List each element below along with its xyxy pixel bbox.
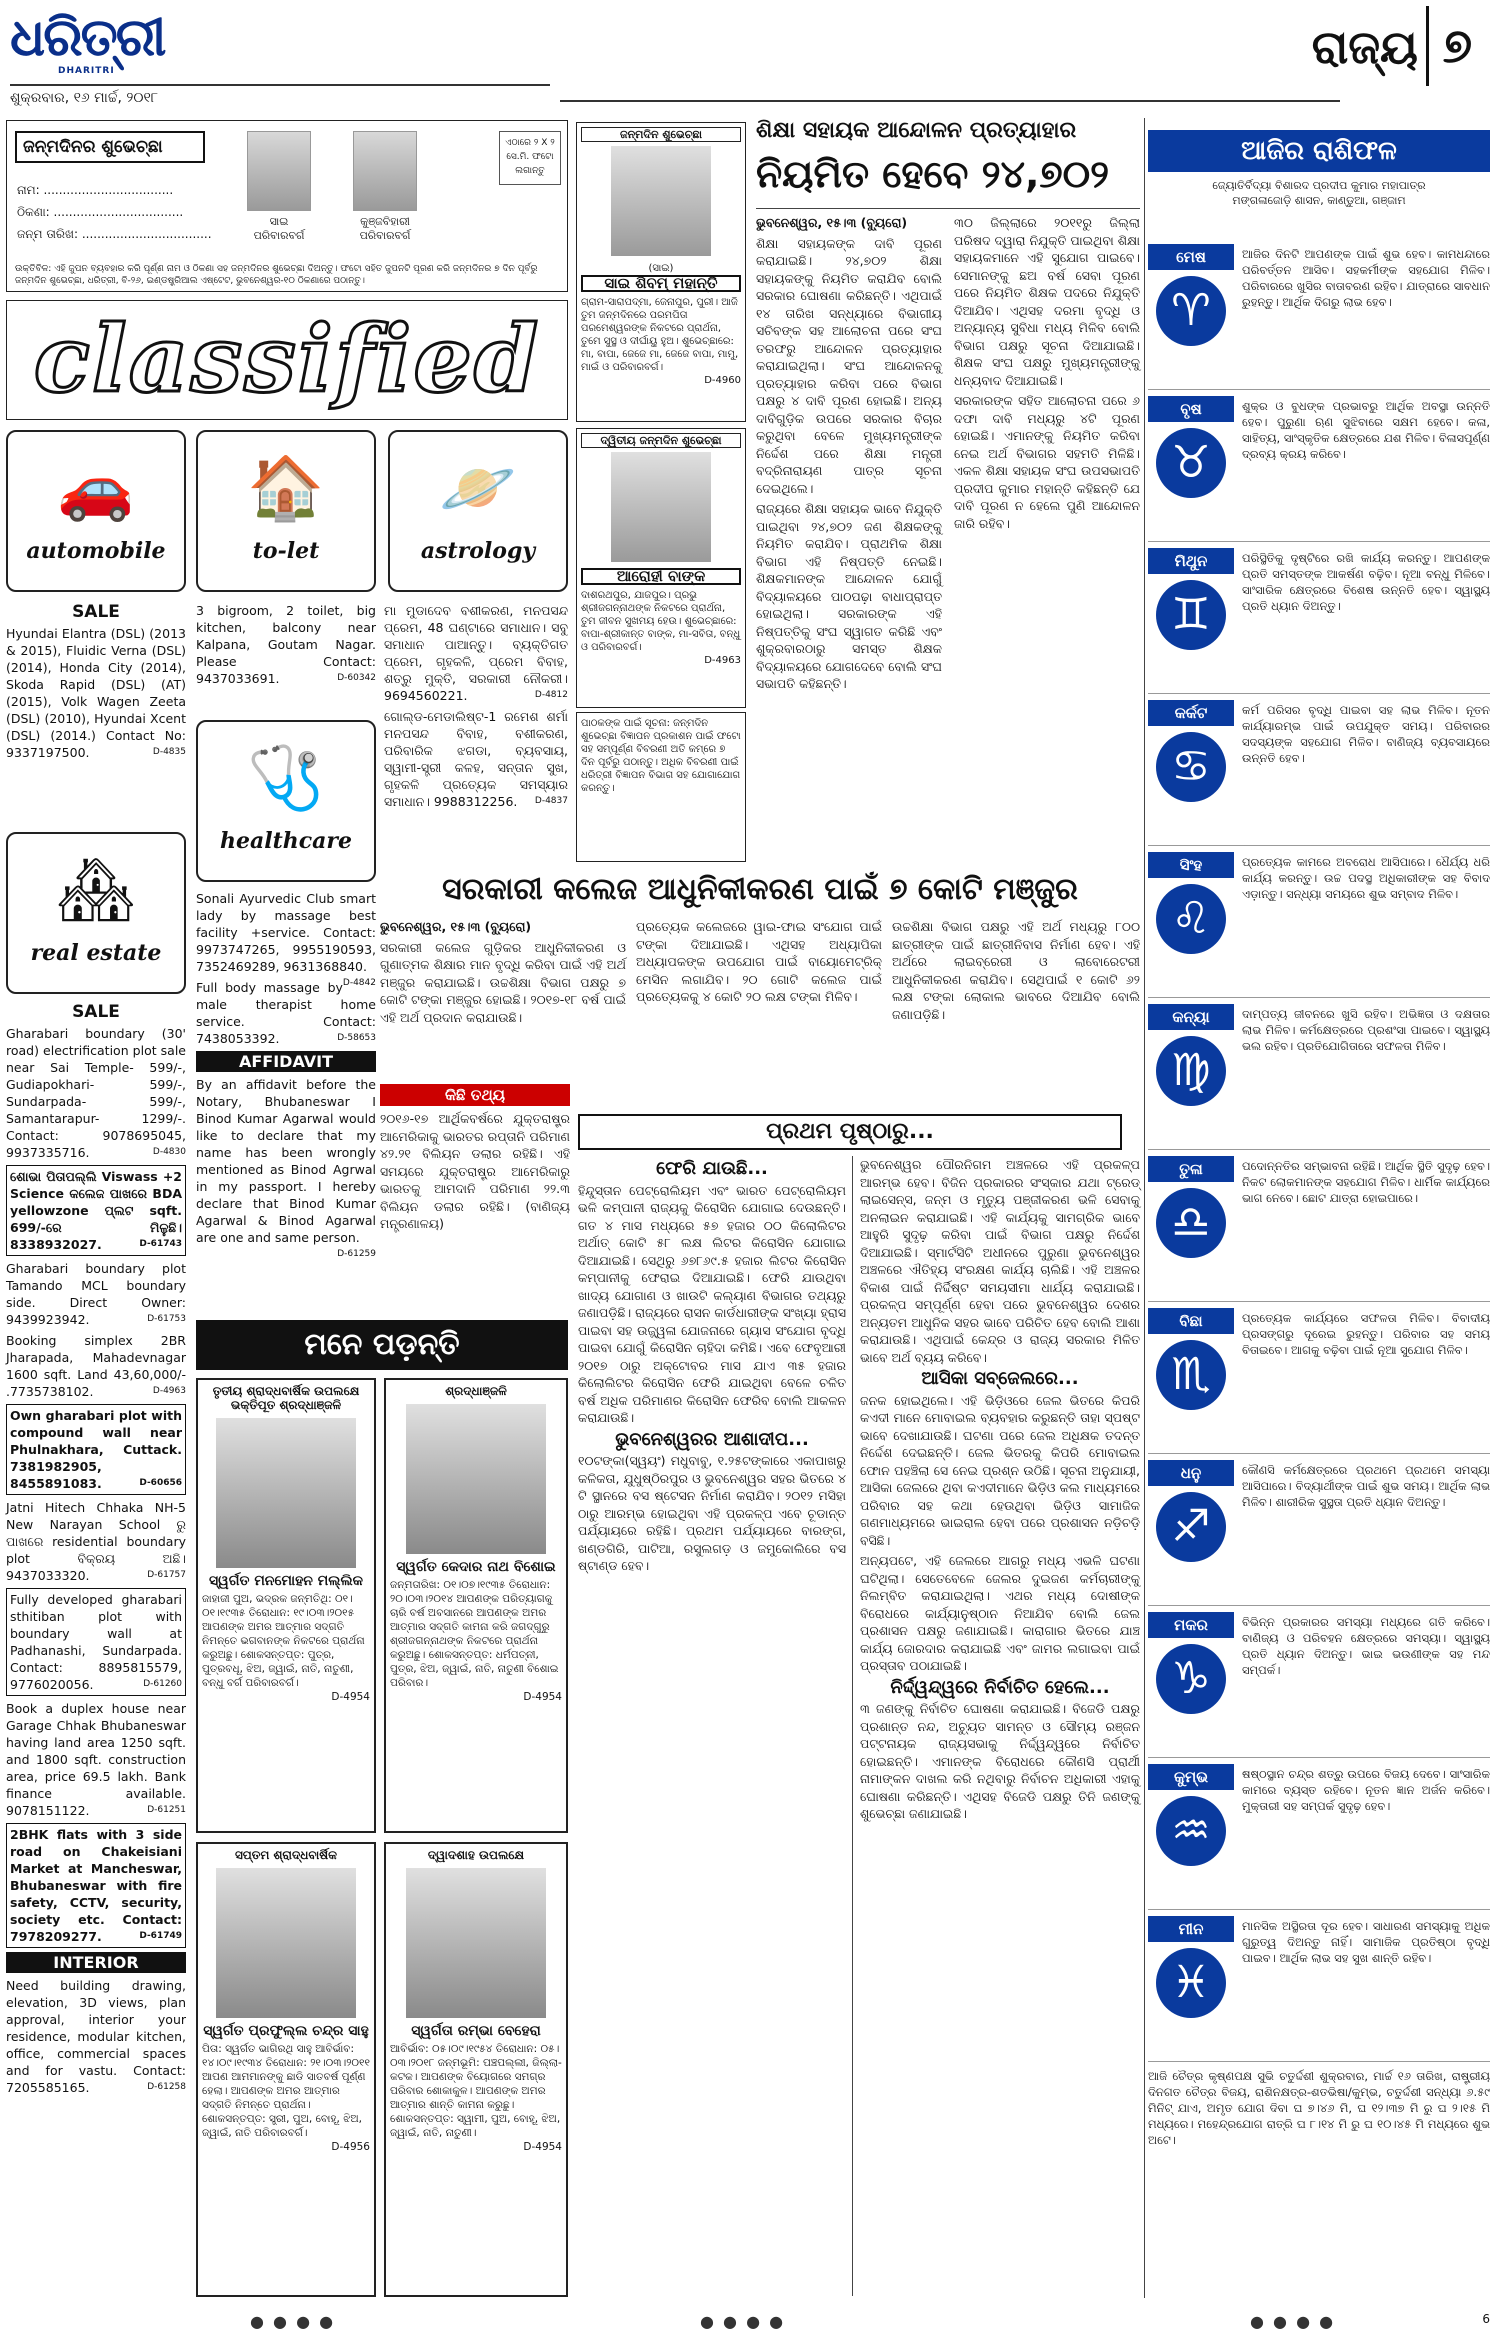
- ads-column-1: [6, 602, 186, 765]
- column-rule: [852, 1156, 853, 2296]
- car-icon: 🚗: [57, 451, 135, 524]
- elder-photo: [353, 131, 417, 211]
- child-photo: [247, 131, 311, 211]
- obituary-photo: [406, 1868, 546, 2018]
- obituary-card: [196, 1378, 376, 1833]
- rashiphala-astrologer: ଜ୍ୟୋତିର୍ବିଦ୍ୟା ବିଶାରଦ ପ୍ରଦୀପ କୁମାର ମହାପାତ୍ର ମଙ୍ଗଳାଜୋଡ଼ି ଶାସନ, କାଣ୍ଡୁଆ, ଗଞ୍ଜାମ: [1212, 179, 1426, 207]
- obituary-name: ସ୍ୱର୍ଗତ କେଦାର ନାଥ ବିଶୋଇ: [396, 1559, 556, 1575]
- ad-astrology: ଗୋଲ୍ଡ-ମେଡାଲିଷ୍ଟ-1 ରମେଶ ଶର୍ମା ମନପସନ୍ଦ ବିବାହ, ବଶୀକରଣ, ପରିବାରିକ ଝଗଡା, ବ୍ୟବସାୟ, ସ୍ୱାମୀ-ସ୍ତ୍ରୀ କଳହ, ସନ୍ତାନ ସୁଖ, ଗୃହକଳି ପ୍ରତ୍ୟେକ ସମସ୍ୟାର ସମାଧାନ। 9988312256. D-4837: [384, 709, 568, 809]
- masthead-rule: [560, 100, 1340, 102]
- ad-code: D-4954: [523, 1691, 562, 1703]
- obituary-card: [384, 1378, 568, 1833]
- zodiac-forecast: କର୍ମ ପରିସର ବୃଦ୍ଧି ପାଇବା ସହ ଲାଭ ମିଳିବ। ନୂତନ କାର୍ଯ୍ୟାରମ୍ଭ ପାଇଁ ଉପଯୁକ୍ତ ସମୟ। ପରିବାରର ସଦସ୍ୟଙ୍କ ସହଯୋଗ ମିଳିବ। ବାଣିଜ୍ୟ ବ୍ୟବସାୟରେ ଉନ୍ନତି ହେବ।: [1242, 703, 1490, 765]
- registration-marks: ● ● ● ●: [700, 2312, 786, 2331]
- zodiac-sign: [1148, 848, 1490, 998]
- reader-notice: [576, 712, 746, 862]
- ad-health: Sonali Ayurvedic Club smart lady by massage best facility +service. Contact: 9973747265, 9955190593, 7352469289, 9631368840. D-4842: [196, 891, 376, 988]
- category-label: astrology: [420, 538, 536, 564]
- birthday-text: ଗ୍ରାମ-ସାରାପଦ୍ମା, ଜେନାପୁର, ପୁରୀ। ଆଜି ତୁମ ଜନ୍ମଦିନରେ ପରମପିତା ପରମେଶ୍ୱରଙ୍କ ନିକଟରେ ପ୍ରାର୍ଥନା, ତୁମେ ସୁସ୍ଥ ଓ ଦୀର୍ଘାୟୁ ହୁଅ। ଶୁଭେଚ୍ଛାରେ: ମା, ବାପା, ଜେଜେ ମା, ଜେଜେ ବାପା, ମାମୁ, ମାଇଁ ଓ ପରିବାରବର୍ଗ।: [581, 297, 739, 373]
- ad-realestate: Book a duplex house near Garage Chhak Bhubaneswar having land area 1250 sqft. and 1800 sqft. construction area, price 69.5 lakh. Bank finance available. 9078151122. D-61251: [6, 1701, 186, 1818]
- zodiac-forecast: ପରିସ୍ଥିତିକୁ ଦୃଷ୍ଟିରେ ରଖି କାର୍ଯ୍ୟ କରନ୍ତୁ। ଆପଣଙ୍କ ପ୍ରତି ସମସ୍ତଙ୍କ ଆକର୍ଷଣ ବଢ଼ିବ। ନୂଆ ବନ୍ଧୁ ମିଳିବେ। ସାଂସାରିକ କ୍ଷେତ୍ରରେ ବିଶେଷ ଉନ୍ନତି ହେବ। ସ୍ୱାସ୍ଥ୍ୟ ପ୍ରତି ଧ୍ୟାନ ଦିଅନ୍ତୁ।: [1242, 551, 1490, 613]
- kichhi-tathya-box: [380, 1084, 570, 1233]
- story-title: ଫେରି ଯାଉଛି...: [656, 1158, 768, 1179]
- zodiac-symbol-icon: ♌: [1156, 884, 1226, 954]
- zodiac-forecast: କୌଣସି କର୍ମକ୍ଷେତ୍ରରେ ପ୍ରଥମେ ପ୍ରଥମେ ସମସ୍ୟା ଆସିପାରେ। ବିଦ୍ୟାର୍ଥୀଙ୍କ ପାଇଁ ଶୁଭ ସମୟ। ଆର୍ଥିକ ଲାଭ ମିଳିବ। ଶାରୀରିକ ସୁସ୍ଥତା ପ୍ରତି ଧ୍ୟାନ ଦିଅନ୍ତୁ।: [1242, 1463, 1490, 1509]
- mane-padanti-heading: ମନେ ପଡ଼ନ୍ତି: [196, 1320, 568, 1370]
- story-para: ୧୦ଟଙ୍କା(ସ୍ୱୟଂ) ମଧୁବାବୁ, ୧.୨୫ଟଙ୍କାରେ ଏକାପାଖରୁ କଳିକତା, ଯୁଧୁଷ୍ଠିରପୁର ଓ ଭୁବନେଶ୍ୱର ସହର ଭିତରେ ୪ ଟି ସ୍ଥାନରେ ବସ ଷ୍ଟେସନ ନିର୍ମାଣ କରାଯିବ। ୨୦୧୨ ମସିହା ଠାରୁ ଆରମ୍ଭ ହୋଇଥିବା ଏହି ପ୍ରକଳ୍ପ ଏବେ ଚୂଡାନ୍ତ ପର୍ଯ୍ୟାୟରେ ରହିଛି। ପ୍ରଥମ ପର୍ଯ୍ୟାୟରେ ବାରଙ୍ଗ, ଖଣ୍ଡଗିରି, ପାଟିଆ, ରସୁଲଗଡ଼ ଓ ଜମୁକୋଲିରେ ବସ ଷ୍ଟାଣ୍ଡ ହେବ।: [578, 1453, 846, 1573]
- ad-health: Full body massage by male therapist home service. Contact: 7438053392. D-58653: [196, 980, 376, 1046]
- registration-marks: ● ● ● ●: [250, 2312, 336, 2331]
- ads-column-2: [196, 602, 376, 691]
- story1-dateline: ଭୁବନେଶ୍ୱର, ୧୫।୩ (ବ୍ୟୁରୋ): [756, 215, 908, 230]
- issue-date: ଶୁକ୍ରବାର, ୧୬ ମାର୍ଚ୍ଚ, ୨୦୧୮: [10, 84, 550, 106]
- footer-page-number: 6: [1482, 2312, 1490, 2326]
- newspaper-logo: [10, 8, 240, 74]
- category-automobile: [6, 430, 186, 592]
- obituary-title: ଶ୍ରଦ୍ଧାଞ୍ଜଳି: [445, 1384, 507, 1398]
- story2-col3: [892, 918, 1140, 1026]
- obituary-card: [384, 1842, 568, 2297]
- registration-marks: ● ● ● ●: [1250, 2312, 1336, 2331]
- wish-form-heading: ଜନ୍ମଦିନର ଶୁଭେଚ୍ଛା: [15, 131, 205, 163]
- birthday-title: ଦ୍ୱିତୀୟ ଜନ୍ମଦିନ ଶୁଭେଚ୍ଛା: [581, 433, 741, 448]
- ad-code: D-4963: [704, 655, 741, 666]
- zodiac-forecast: ପଦୋନ୍ନତିର ସମ୍ଭାବନା ରହିଛି। ଆର୍ଥିକ ସ୍ଥିତି ସୁଦୃଢ଼ ହେବ। ନିକଟ ଲୋକମାନଙ୍କ ସହଯୋଗ ମିଳିବ। ଧାର୍ମିକ କାର୍ଯ୍ୟରେ ଭାଗ ନେବେ। ଛୋଟ ଯାତ୍ରା ହୋଇପାରେ।: [1242, 1159, 1490, 1205]
- ad-realestate: Fully developed gharabari sthitiban plot with boundary wall at Padhanashi, Sundarpada. Contact: 8895815579, 9776020056. D-61260: [6, 1588, 186, 1696]
- ad-interior: Need building drawing, elevation, 3D views, plan approval, interior your residence, modular kitchen, office, commercial spaces and for vastu. Contact: 7205585165. D-61258: [6, 1978, 186, 2095]
- zodiac-forecast: ଷଷ୍ଠସ୍ଥାନ ଚନ୍ଦ୍ର ଶତ୍ରୁ ଉପରେ ବିଜୟ ଦେବେ। ସାଂସାରିକ କାମରେ ବ୍ୟସ୍ତ ରହିବେ। ନୂତନ ଜ୍ଞାନ ଅର୍ଜନ କରିବେ। ମୁକ୍ତାରୀ ସହ ସମ୍ପର୍କ ସୁଦୃଢ଼ ହେବ।: [1242, 1767, 1490, 1813]
- zodiac-sign: [1148, 1152, 1490, 1302]
- zodiac-forecast: ପ୍ରତ୍ୟେକ କାମରେ ଅବରୋଧ ଆସିପାରେ। ଧୈର୍ଯ୍ୟ ଧରି କାର୍ଯ୍ୟ କରନ୍ତୁ। ଉଚ୍ଚ ପଦସ୍ଥ ଅଧିକାରୀଙ୍କ ସହ ବିବାଦ ଏଡ଼ାନ୍ତୁ। ସନ୍ଧ୍ୟା ସମୟରେ ଶୁଭ ସମ୍ବାଦ ମିଳିବ।: [1242, 855, 1490, 901]
- zodiac-forecast: ବିଭିନ୍ନ ପ୍ରକାରର ସମସ୍ୟା ମଧ୍ୟରେ ଗତି କରିବେ। ବାଣିଜ୍ୟ ଓ ପରିବହନ କ୍ଷେତ୍ରରେ ସମସ୍ୟା। ସ୍ୱାସ୍ଥ୍ୟ ପ୍ରତି ଧ୍ୟାନ ଦିଅନ୍ତୁ। ଭାଇ ଭଉଣୀଙ୍କ ସହ ମନ୍ଦ ସମ୍ପର୍କ।: [1242, 1615, 1490, 1677]
- zodiac-symbol-icon: ♉: [1156, 428, 1226, 498]
- address-field: ଠିକଣା: ..................................: [17, 205, 184, 219]
- obituary-name: ସ୍ୱର୍ଗତା ରମ୍ଭା ବେହେରା: [411, 2023, 541, 2039]
- ad-code: D-4956: [331, 2141, 370, 2153]
- obituary-name: ସ୍ୱର୍ଗତ ପ୍ରଫୁଲ୍ଲ ଚନ୍ଦ୍ର ସାହୁ: [203, 2023, 369, 2039]
- zodiac-symbol-icon: ♏: [1156, 1340, 1226, 1410]
- classified-banner: [6, 300, 568, 420]
- ad-realestate: Gharabari boundary (30' road) electrification plot sale near Sai Temple- 599/-, Gudiapokhari- 599/-, Sundarpada- 599/-, Samantarapur- 1299/-. Contact: 9078695045, 9937335716. D-4830: [6, 1026, 186, 1160]
- stethoscope-icon: 🩺: [247, 741, 325, 814]
- zodiac-forecast: ଦାମ୍ପତ୍ୟ ଜୀବନରେ ଖୁସି ରହିବ। ଅଭିଜ୍ଞତା ଓ ଦକ୍ଷତାର ଲାଭ ମିଳିବ। କର୍ମକ୍ଷେତ୍ରରେ ପ୍ରଶଂସା ପାଇବେ। ସ୍ୱାସ୍ଥ୍ୟ ଭଲ ରହିବ। ପ୍ରତିଯୋଗିତାରେ ସଫଳତା ମିଳିବ।: [1242, 1007, 1490, 1053]
- zodiac-name: ସିଂହ: [1148, 852, 1234, 878]
- zodiac-sign: [1148, 1456, 1490, 1606]
- zodiac-symbol-icon: ♈: [1156, 276, 1226, 346]
- obituary-title: ସପ୍ତମ ଶ୍ରାଦ୍ଧବାର୍ଷିକ: [234, 1848, 337, 1862]
- wish-form-note: ଉକ୍ତିବିଳ: ଏହି ଜୁପନ ବ୍ୟବହାର କରି ପୂର୍ଣ୍ଣ ନାମ ଓ ଠିକଣା ସହ ଜନ୍ମଦିନର ଶୁଭେଚ୍ଛା ଦିଅନ୍ତୁ। ଫଟୋ ସହିତ ଜୁପନଟି ପୂରଣ କରି ଜନ୍ମଦିନର ୭ ଦିନ ପୂର୍ବରୁ ଜନ୍ମଦିନ ଶୁଭେଚ୍ଛା, ଧରିତ୍ରୀ, ବି-୨୬, ଇଣ୍ଡଷ୍ଟ୍ରିଆଲ ଏଷ୍ଟେଟ, ଭୁବନେଶ୍ୱର-୧୦ ଠିକଣାରେ ପଠାନ୍ତୁ।: [15, 264, 538, 286]
- story2-col2: [636, 918, 882, 1009]
- ad-realestate: Gharabari boundary plot Tamando MCL boundary side. Direct Owner: 9439923942. D-61753: [6, 1261, 186, 1327]
- obituary-photo: [216, 1418, 356, 1568]
- ads-column-3: [384, 602, 568, 814]
- zodiac-name: ତୁଳା: [1148, 1156, 1234, 1182]
- zodiac-symbol-icon: ♑: [1156, 1644, 1226, 1714]
- obituary-text: ଆବିର୍ଭାବ: ୦୫।୦୯।୧୯୫୪ ତିରୋଧାନ: ୦୫।୦୩।୨୦୧୮ ଜନ୍ମଭୂମି: ପଞ୍ଚପଲ୍ଲୀ, ଜିଲ୍ଲା-କଟକ। ଆପଣଙ୍କ ବିୟୋଗରେ ସମଗ୍ର ପରିବାର ଶୋକାକୁଳ। ଆପଣଙ୍କ ଅମର ଆତ୍ମାର ଶାନ୍ତି କାମନା କରୁଛୁ। ଶୋକସନ୍ତପ୍ତ: ସ୍ୱାମୀ, ପୁଅ, ବୋହୂ, ଝିଅ, ଜ୍ୱାଇଁ, ନାତି, ନାତୁଣୀ।: [390, 2043, 562, 2139]
- story1-para: ଶିକ୍ଷା ସହାୟକଙ୍କ ଦାବି ପୂରଣ କରାଯାଇଛି। ୨୪,୭୦୨ ଶିକ୍ଷା ସହାୟକଙ୍କୁ ନିୟମିତ କରାଯିବ ବୋଲି ସରକାର ଘୋଷଣା କରିଛନ୍ତି। ଏଥିପାଇଁ ୧୪ ତାରିଖ ସନ୍ଧ୍ୟାରେ ବିଭାଗୀୟ ସଚିବଙ୍କ ସହ ଆଲୋଚନା ପରେ ସଂଘ ତରଫରୁ ଆନ୍ଦୋଳନ ପ୍ରତ୍ୟାହାର କରାଯାଇଥିଲା। ସଂଘ ଆନ୍ଦୋଳନକୁ ପ୍ରତ୍ୟାହାର କରିବା ପରେ ବିଭାଗ ପକ୍ଷରୁ ୪ ଦାବି ପୂରଣ ହୋଇଛି। ଅନ୍ୟ ଦାବିଗୁଡ଼ିକ ଉପରେ ସରକାର ବିଚାର କରୁଥିବା ବେଳେ ମୁଖ୍ୟମନ୍ତ୍ରୀଙ୍କ ନିର୍ଦ୍ଦେଶ ପରେ ଶିକ୍ଷା ମନ୍ତ୍ରୀ ବଦ୍ରିନାରାୟଣ ପାତ୍ର ସୂଚନା ଦେଇଥିଲେ।: [756, 235, 942, 496]
- zodiac-symbol-icon: ♒: [1156, 1796, 1226, 1866]
- page-number: ୭: [1426, 6, 1486, 86]
- birthday-nickname: (ସାଇ): [648, 263, 674, 274]
- zodiac-forecast: ଶୁକ୍ର ଓ ବୁଧଙ୍କ ପ୍ରଭାବରୁ ଆର୍ଥିକ ଅବସ୍ଥା ଉନ୍ନତି ହେବ। ପୁରୁଣା ଋଣ ସୁଝିବାରେ ସକ୍ଷମ ହେବେ। କଳା, ସାହିତ୍ୟ, ସାଂସ୍କୃତିକ କ୍ଷେତ୍ରରେ ଯଶ ମିଳିବ। ବିଳାସପୂର୍ଣ୍ଣ ଦ୍ରବ୍ୟ କ୍ରୟ କରିବେ।: [1242, 399, 1490, 461]
- name-field: ନାମ: ..................................: [17, 183, 174, 197]
- zodiac-symbol-icon: ♐: [1156, 1492, 1226, 1562]
- zodiac-sign: [1148, 1608, 1490, 1758]
- story2-headline: ସରକାରୀ କଲେଜ ଆଧୁନିକୀକରଣ ପାଇଁ ୭ କୋଟି ମଞ୍ଜୁର: [442, 872, 1078, 907]
- ad-realestate: Jatni Hitech Chhaka NH-5 New Narayan School ରୁ ପାଖରେ residential boundary plot ବିକ୍ରୟ ଅଛି। 9437033320. D-61757: [6, 1500, 186, 1583]
- story-title: ଆସିକା ସବ୍‌ଜେଲରେ...: [921, 1368, 1079, 1389]
- category-label: real estate: [30, 940, 162, 966]
- category-label: to-let: [252, 538, 320, 564]
- front-page-col1: [578, 1156, 846, 1578]
- ad-code: D-4960: [704, 375, 741, 386]
- section-name: ରାଜ୍ୟ: [1311, 20, 1418, 74]
- planet-icon: 🪐: [439, 451, 517, 524]
- obituary-photo: [216, 1868, 356, 2018]
- ad-realestate: ଶୋଭା ପିତାପଲ୍ଲି Viswass +2 Science କଲେଜ ପାଖରେ BDA yellowzone ପ୍ଲଟ sqft. 699/-ରେ ମିଳୁଛି। 8338932027. D-61743: [6, 1165, 186, 1256]
- obituary-title: ତୃତୀୟ ଶ୍ରାଦ୍ଧବାର୍ଷିକ ଉପଲକ୍ଷେ ଭକ୍ତିପୂତ ଶ୍ରଦ୍ଧାଞ୍ଜଳି: [212, 1384, 360, 1412]
- birthday-ad: [576, 428, 746, 708]
- story1-col1: [756, 214, 942, 696]
- birthday-photo: [611, 452, 711, 562]
- obituary-text: ଜାହାଜୀ ପୁଅ, ଭଦ୍ରକ ଜନ୍ମତିଥି: ୦୧।୦୧।୧୯୩୫ ତିରୋଧାନ: ୧୯।୦୩।୨୦୧୫ ଆପଣଙ୍କ ଅମର ଆତ୍ମାର ସଦ୍‌ଗତି ନିମନ୍ତେ ଭଗବାନଙ୍କ ନିକଟରେ ପ୍ରାର୍ଥନା କରୁଅଛୁ। ଶୋକସନ୍ତପ୍ତ: ପୁତ୍ର, ପୁତ୍ରବଧୂ, ଝିଅ, ଜ୍ୱାଇଁ, ନାତି, ନାତୁଣୀ, ବନ୍ଧୁ ବର୍ଗ ପରିବାରବର୍ଗ।: [202, 1593, 365, 1689]
- ads-column-1b: [6, 1002, 186, 2100]
- category-label: healthcare: [220, 828, 352, 854]
- rashiphala-heading: ଆଜିର ରାଶିଫଳ: [1148, 130, 1490, 172]
- ad-realestate: Booking simplex 2BR Jharapada, Mahadevnagar 1600 sqft. Land 43,60,000/- .7735738102. D-4963: [6, 1333, 186, 1399]
- logo-subtext: DHARITRI: [58, 66, 115, 76]
- story1-para: ସରକାରଙ୍କ ସହିତ ଆଲୋଚନା ପରେ ୬ ଦଫା ଦାବି ମଧ୍ୟରୁ ୪ଟି ପୂରଣ ହୋଇଛି। ଏମାନଙ୍କୁ ନିୟମିତ କରିବା ନେଇ ଅର୍ଥ ବିଭାଗର ସହମତି ମିଳିଛି। ଏକଳ ଶିକ୍ଷା ସହାୟକ ସଂଘ ଉପସଭାପତି ପ୍ରଦୀପ କୁମାର ମହାନ୍ତି କହିଛନ୍ତି ଯେ ଦାବି ପୂରଣ ନ ହେଲେ ପୁଣି ଆନ୍ଦୋଳନ ଜାରି ରହିବ।: [954, 393, 1140, 531]
- logo-text: ଧରିତ୍ରୀ: [10, 8, 165, 68]
- ad-affidavit: By an affidavit before the Notary, Bhubaneswar I Binod Kumar Agarwal would like to declare that my name has been wrongly mentioned as Binod Agrwal in my passport. I hereby declare that Binod Kumar Agarwal & Binod Agarwal are one and same person. D-61259: [196, 1077, 376, 1259]
- obituary-name: ସ୍ୱର୍ଗତ ମନମୋହନ ମଲ୍ଲିକ: [209, 1573, 363, 1589]
- story-para: ଅନ୍ୟପଟେ, ଏହି ଜେଲରେ ଆଗରୁ ମଧ୍ୟ ଏଭଳି ଘଟଣା ଘଟିଥିଲା। ସେତେବେଳେ ଜେଲର ଦୁଇଜଣ କର୍ମଚାରୀଙ୍କୁ ନିଲମ୍ବିତ କରାଯାଇଥିଲା। ଏଥର ମଧ୍ୟ ଦୋଷୀଙ୍କ ବିରୋଧରେ କାର୍ଯ୍ୟାନୁଷ୍ଠାନ ନିଆଯିବ ବୋଲି ଜେଲ ପ୍ରଶାସନ ପକ୍ଷରୁ ଜଣାଯାଇଛି। କାରାଗାର ଭିତରେ ଯାଞ୍ଚ କାର୍ଯ୍ୟ ଜୋରଦାର କରାଯାଇଛି ଏବଂ ଜାମର ଲଗାଇବା ପାଇଁ ପ୍ରସ୍ତାବ ପଠାଯାଇଛି।: [860, 1553, 1140, 1673]
- category-label: automobile: [26, 538, 166, 564]
- story2-para: ଉଚ୍ଚଶିକ୍ଷା ବିଭାଗ ପକ୍ଷରୁ ଏହି ଅର୍ଥ ମଧ୍ୟରୁ ୮୦୦ ଛାତ୍ରୀଙ୍କ ପାଇଁ ଛାତ୍ରୀନିବାସ ନିର୍ମାଣ ହେବ। ଏହି ଅର୍ଥରେ ଲାଇବ୍ରେରୀ ଓ ଲାବୋରେଟରୀ ଆଧୁନିକୀକରଣ କରାଯିବ। ସେଥିପାଇଁ ୧ କୋଟି ୬୨ ଲକ୍ଷ ଟଙ୍କା ଲୋକାଲ ଭାବରେ ଦିଆଯିବ ବୋଲି ଜଣାପଡ଼ିଛି।: [892, 919, 1140, 1022]
- zodiac-sign: [1148, 1000, 1490, 1150]
- story1-rule: [756, 208, 1140, 209]
- birthday-ad: [576, 122, 746, 422]
- story-title: ଭୁବନେଶ୍ୱରର ଆଶାଦୀପ...: [615, 1428, 809, 1450]
- kichhi-tathya-text: ୨୦୧୬-୧୭ ଆର୍ଥିକବର୍ଷରେ ଯୁକ୍ତରାଷ୍ଟ୍ର ଆମେରିକାକୁ ଭାରତର ରପ୍ତାନି ପରିମାଣ ୪୨.୨୧ ବିଲିୟନ ଡଲାର ରହିଛି। ଏହି ସମୟରେ ଯୁକ୍ତରାଷ୍ଟ୍ର ଆମେରିକାରୁ ଭାରତକୁ ଆମଦାନି ପରିମାଣ ୨୨.୩ ବିଲିୟନ ଡଲାର ରହିଛି। (ବାଣିଜ୍ୟ ମନ୍ତ୍ରଣାଳୟ): [380, 1111, 570, 1231]
- zodiac-name: କୁମ୍ଭ: [1148, 1764, 1234, 1790]
- story-para: ୩ ଜଣଙ୍କୁ ନିର୍ବାଚିତ ଘୋଷଣା କରାଯାଇଛି। ବିଜେଡି ପକ୍ଷରୁ ପ୍ରଶାନ୍ତ ନନ୍ଦ, ଅଚ୍ୟୁତ ସାମନ୍ତ ଓ ସୌମ୍ୟ ରଞ୍ଜନ ପଟ୍ଟନାୟକ ରାଜ୍ୟସଭାକୁ ନିର୍ଦ୍ଦ୍ୱନ୍ଦ୍ୱରେ ନିର୍ବାଚିତ ହୋଇଛନ୍ତି। ଏମାନଙ୍କ ବିରୋଧରେ କୌଣସି ପ୍ରାର୍ଥୀ ନାମାଙ୍କନ ଦାଖଲ କରି ନଥିବାରୁ ନିର୍ବାଚନ ଅଧିକାରୀ ଏହାକୁ ଘୋଷଣା କରିଛନ୍ତି। ଏଥିସହ ବିଜେଡି ପକ୍ଷରୁ ତିନି ଜଣଙ୍କୁ ଶୁଭେଚ୍ଛା ଜଣାଯାଇଛି।: [860, 1701, 1140, 1821]
- sale-heading: SALE: [72, 602, 120, 622]
- zodiac-name: ବୃଷ: [1148, 396, 1234, 422]
- ad-realestate: 2BHK flats with 3 side road on Chakeisiani Market at Mancheswar, Bhubaneswar with fire safety, CCTV, security, society etc. Contact: 7978209277. D-61749: [6, 1823, 186, 1948]
- zodiac-forecast: ପ୍ରତ୍ୟେକ କାର୍ଯ୍ୟରେ ସଫଳତା ମିଳିବ। ବିବାଦୀୟ ପ୍ରସଙ୍ଗରୁ ଦୂରେଇ ରୁହନ୍ତୁ। ପରିବାର ସହ ସମୟ ବିତାଇବେ। ଆଗକୁ ବଢ଼ିବା ପାଇଁ ନୂଆ ସୁଯୋଗ ମିଳିବ।: [1242, 1311, 1490, 1357]
- zodiac-sign: [1148, 1760, 1490, 1910]
- column-rule: [1144, 118, 1145, 2298]
- story-para: ଜନକ ହୋଇଥିଲେ। ଏହି ଭିଡ଼ିଓରେ ଜେଲ ଭିତରେ କିପରି କଏଦୀ ମାନେ ମୋବାଇଲ ବ୍ୟବହାର କରୁଛନ୍ତି ତାହା ସ୍ପଷ୍ଟ ଭାବେ ଦେଖାଯାଉଛି। ଘଟଣା ପରେ ଜେଲ ଅଧିକ୍ଷକ ତଦନ୍ତ ନିର୍ଦ୍ଦେଶ ଦେଇଛନ୍ତି। ଜେଲ ଭିତରକୁ କିପରି ମୋବାଇଲ ଫୋନ ପହଞ୍ଚିଲା ସେ ନେଇ ପ୍ରଶ୍ନ ଉଠିଛି। ସୂଚନା ଅନୁଯାୟୀ, ଆସିକା ଜେଲରେ ଥିବା କଏଦୀମାନେ ଭିଡ଼ିଓ କଲ ମାଧ୍ୟମରେ ପରିବାର ସହ କଥା ହେଉଥିବା ଭିଡ଼ିଓ ସାମାଜିକ ଗଣମାଧ୍ୟମରେ ଭାଇରାଲ ହେବା ପରେ ପ୍ରଶାସନ ନଡ଼ିଚଡ଼ି ବସିଛି।: [860, 1392, 1140, 1548]
- ads-column-2b: [196, 890, 376, 1263]
- zodiac-name: ବିଛା: [1148, 1308, 1234, 1334]
- story-title: ନିର୍ଦ୍ଦ୍ୱନ୍ଦ୍ୱରେ ନିର୍ବାଚିତ ହେଲେ...: [890, 1676, 1110, 1698]
- zodiac-name: ମିଥୁନ: [1148, 548, 1234, 574]
- story2-para: ପ୍ରତ୍ୟେକ କଲେଜରେ ୱାଇ-ଫାଇ ସଂଯୋଗ ପାଇଁ ଟଙ୍କା ଦିଆଯାଇଛି। ଏଥିସହ ଅଧ୍ୟାପିକା ଅଧ୍ୟାପକଙ୍କ ଉପଯୋଗ ପାଇଁ ବାୟୋମେଟ୍ରିକ୍ ମେସିନ ଲଗାଯିବ। ୨୦ ଗୋଟି କଲେଜ ପାଇଁ ପ୍ରତ୍ୟେକକୁ ୪ କୋଟି ୨୦ ଲକ୍ଷ ଟଙ୍କା ମିଳିବ।: [636, 919, 882, 1004]
- zodiac-name: ମୀନ: [1148, 1916, 1234, 1942]
- photo1-caption: ସାଇ ପରିବାରବର୍ଗ: [253, 215, 305, 242]
- category-to-let: [196, 430, 376, 592]
- zodiac-name: ମେଷ: [1148, 244, 1234, 270]
- kichhi-tathya-heading: କିଛି ତଥ୍ୟ: [380, 1084, 570, 1106]
- zodiac-sign: [1148, 1304, 1490, 1454]
- story1-col2: [954, 214, 1140, 535]
- zodiac-forecast: ଆଜିର ଦିନଟି ଆପଣଙ୍କ ପାଇଁ ଶୁଭ ହେବ। କାମଧନ୍ଦାରେ ପରିବର୍ତ୍ତନ ଆସିବ। ସହକର୍ମୀଙ୍କ ସହଯୋଗ ମିଳିବ। ପରିବାରରେ ଖୁସିର ବାତାବରଣ ରହିବ। ଯାତ୍ରାରେ ସାବଧାନ ରୁହନ୍ତୁ। ଆର୍ଥିକ ଦିଗରୁ ଲାଭ ହେବ।: [1242, 247, 1490, 309]
- zodiac-name: କନ୍ୟା: [1148, 1004, 1234, 1030]
- zodiac-forecast: ମାନସିକ ଅସ୍ଥିରତା ଦୂର ହେବ। ସାଧାରଣ ସମସ୍ୟାକୁ ଅଧିକ ଗୁରୁତ୍ୱ ଦିଅନ୍ତୁ ନାହିଁ। ସାମାଜିକ ପ୍ରତିଷ୍ଠା ବୃଦ୍ଧି ପାଇବ। ଆର୍ଥିକ ଲାଭ ସହ ସୁଖ ଶାନ୍ତି ରହିବ।: [1242, 1919, 1490, 1965]
- sale-heading: SALE: [72, 1002, 120, 1022]
- affidavit-heading: AFFIDAVIT: [196, 1051, 376, 1072]
- story2-dateline: ଭୁବନେଶ୍ୱର, ୧୫।୩ (ବ୍ୟୁରୋ): [380, 919, 532, 934]
- house-sign-icon: 🏠: [247, 451, 325, 524]
- zodiac-symbol-icon: ♊: [1156, 580, 1226, 650]
- story1-para: ୩୦ ଜିଲ୍ଲାରେ ୨୦୧୧ରୁ ଜିଲ୍ଲା ପରିଷଦ ଦ୍ୱାରା ନିଯୁକ୍ତି ପାଇଥିବା ଶିକ୍ଷା ସହାୟକମାନେ ଏହି ସୁଯୋଗ ପାଇବେ। ସେମାନଙ୍କୁ ଛଅ ବର୍ଷ ସେବା ପୂରଣ ପରେ ନିୟମିତ ଶିକ୍ଷକ ପଦରେ ନିଯୁକ୍ତି ଦିଆଯିବ। ଏଥିସହ ଦରମା ବୃଦ୍ଧି ଓ ଅନ୍ୟାନ୍ୟ ସୁବିଧା ମଧ୍ୟ ମିଳିବ ବୋଲି ବିଭାଗ ପକ୍ଷରୁ ସୂଚନା ଦିଆଯାଇଛି। ଶିକ୍ଷକ ସଂଘ ପକ୍ଷରୁ ମୁଖ୍ୟମନ୍ତ୍ରୀଙ୍କୁ ଧନ୍ୟବାଦ ଦିଆଯାଇଛି।: [954, 215, 1140, 388]
- interior-heading: INTERIOR: [6, 1952, 186, 1973]
- masthead: [0, 0, 1500, 112]
- photo-placeholder-note: ଏଠାରେ ୨ X ୨ ସେ.ମି. ଫଟୋ ଲଗାନ୍ତୁ: [499, 131, 561, 185]
- ad-tolet: 3 bigroom, 2 toilet, big kitchen, balcony near Kalpana, Goutam Nagar. Please Contact: 9437033691. D-60342: [196, 603, 376, 686]
- zodiac-symbol-icon: ♓: [1156, 1948, 1226, 2018]
- reader-notice-text: ପାଠକଙ୍କ ପାଇଁ ସୂଚନା: ଜନ୍ମଦିନ ଶୁଭେଚ୍ଛା ବିଜ୍ଞାପନ ପ୍ରକାଶନ ପାଇଁ ଫଟୋ ସହ ସମ୍ପୂର୍ଣ୍ଣ ବିବରଣୀ ଅତି କମ୍‌ରେ ୭ ଦିନ ପୂର୍ବରୁ ପଠାନ୍ତୁ। ଅଧିକ ବିବରଣୀ ପାଇଁ ଧରିତ୍ରୀ ବିଜ୍ଞାପନ ବିଭାଗ ସହ ଯୋଗାଯୋଗ କରନ୍ତୁ।: [581, 718, 741, 794]
- zodiac-name: କର୍କଟ: [1148, 700, 1234, 726]
- story1-headline: ନିୟମିତ ହେବେ ୨୪,୭୦୨: [756, 152, 1110, 196]
- ad-astrology: ମା ମୁଡାଦେବ ବଶୀକରଣ, ମନପସନ୍ଦ ପ୍ରେମ, 48 ଘଣ୍ଟାରେ ସମାଧାନ। ସବୁ ସମାଧାନ ପାଆନ୍ତୁ। ବ୍ୟକ୍ତିଗତ ପ୍ରେମ, ଗୃହକଳି, ପ୍ରେମ ବିବାହ, ଶତ୍ରୁ ମୁକ୍ତି, ସରକାରୀ ନୌକରୀ। 9694560221. D-4812: [384, 603, 568, 703]
- ad-code: D-4954: [331, 1691, 370, 1703]
- obituary-text: ଜନ୍ମତାରିଖ: ୦୧।୦୭।୧୯୩୫ ତିରୋଧାନ: ୨୦।୦୩।୨୦୧୪ ଆପଣଙ୍କ ପରିତ୍ୟାଗକୁ ଚାରି ବର୍ଷ ଅବସାନରେ ଆପଣଙ୍କ ଅମର ଆତ୍ମାର ସଦ୍‌ଗତି କାମନା କରି ଜଗଦ୍ଗୁରୁ ଶ୍ରୀଜଗନ୍ନାଥଙ୍କ ନିକଟରେ ପ୍ରାର୍ଥନା କରୁଅଛୁ। ଶୋକସନ୍ତପ୍ତ: ଧର୍ମପତ୍ନୀ, ପୁତ୍ର, ଝିଅ, ଜ୍ୱାଇଁ, ନାତି, ନାତୁଣୀ ବିଶୋଇ ପରିବାର।: [390, 1579, 559, 1689]
- obituary-text: ପିତା: ସ୍ୱର୍ଗତ ଭାଗିରଥି ସାହୁ ଆବିର୍ଭାବ: ୧୪।୦୯।୧୯୩୪ ତିରୋଧାନ: ୨୧।୦୩।୨୦୧୧ ଆପଣ ଆମମାନଙ୍କୁ ଛାଡି ସାତବର୍ଷ ପୂର୍ଣ୍ଣ ହେଲା। ଆପଣଙ୍କ ଅମର ଆତ୍ମାର ସଦ୍‌ଗତି ନିମନ୍ତେ ପ୍ରାର୍ଥନା। ଶୋକସନ୍ତପ୍ତ: ସ୍ତ୍ରୀ, ପୁଅ, ବୋହୂ, ଝିଅ, ଜ୍ୱାଇଁ, ନାତି ପରିବାରବର୍ଗ।: [202, 2043, 370, 2139]
- ad-auto: Hyundai Elantra (DSL) (2013 & 2015), Fluidic Verna (DSL) (2014), Honda City (2014), Skoda Rapid (DSL) (AT) (2015), Volk Wagen Zeeta (DSL) (2010), Hyundai Xcent (DSL) (2014.) Contact No: 9337197500. D-4835: [6, 626, 186, 760]
- birthday-name: ଆରୋହୀ ବାଙ୍କ: [581, 568, 741, 585]
- house-icon: 🏘: [56, 853, 136, 926]
- zodiac-sign: [1148, 392, 1490, 542]
- zodiac-symbol-icon: ♍: [1156, 1036, 1226, 1106]
- classified-title: classified: [33, 305, 541, 413]
- zodiac-symbol-icon: ♋: [1156, 732, 1226, 802]
- zodiac-sign: [1148, 544, 1490, 694]
- dob-field: ଜନ୍ମ ତାରିଖ: ..................................: [17, 227, 212, 241]
- prathama-prushtharu-heading: ପ୍ରଥମ ପୃଷ୍ଠାରୁ...: [578, 1114, 1122, 1150]
- obituary-photo: [406, 1404, 546, 1554]
- birthday-wish-form: [6, 120, 568, 292]
- story1-para: ରାଜ୍ୟରେ ଶିକ୍ଷା ସହାୟକ ଭାବେ ନିଯୁକ୍ତି ପାଇଥିବା ୨୪,୭୦୨ ଜଣ ଶିକ୍ଷକଙ୍କୁ ନିୟମିତ କରାଯିବ। ପ୍ରାଥମିକ ଶିକ୍ଷା ବିଭାଗ ଏହି ନିଷ୍ପତ୍ତି ନେଇଛି। ଶିକ୍ଷକମାନଙ୍କ ଆନ୍ଦୋଳନ ଯୋଗୁଁ ବିଦ୍ୟାଳୟରେ ପାଠପଢ଼ା ବାଧାପ୍ରାପ୍ତ ହୋଇଥିଲା। ସରକାରଙ୍କ ଏହି ନିଷ୍ପତ୍ତିକୁ ସଂଘ ସ୍ୱାଗତ କରିଛି ଏବଂ ଶୁକ୍ରବାରଠାରୁ ସମସ୍ତ ଶିକ୍ଷକ ବିଦ୍ୟାଳୟରେ ଯୋଗଦେବେ ବୋଲି ସଂଘ ସଭାପତି କହିଛନ୍ତି।: [756, 501, 942, 691]
- zodiac-sign: [1148, 240, 1490, 390]
- birthday-title: ଜନ୍ମଦିନ ଶୁଭେଚ୍ଛା: [581, 127, 741, 142]
- category-real-estate: [6, 832, 186, 994]
- photo2-caption: କୁଞ୍ଜବିହାରୀ ପରିବାରବର୍ଗ: [359, 215, 411, 242]
- zodiac-symbol-icon: ♎: [1156, 1188, 1226, 1258]
- obituary-title: ଦ୍ୱାଦଶାହ ଉପଲକ୍ଷେ: [427, 1848, 525, 1862]
- story2-col1: [380, 918, 626, 1029]
- category-healthcare: [196, 720, 376, 882]
- zodiac-name: ଧନୁ: [1148, 1460, 1234, 1486]
- birthday-photo: [611, 146, 711, 256]
- story1-kicker: ଶିକ୍ଷା ସହାୟକ ଆନ୍ଦୋଳନ ପ୍ରତ୍ୟାହାର: [756, 118, 1077, 143]
- birthday-text: ଦାଶରଥପୁର, ଯାଜପୁର। ପ୍ରଭୁ ଶ୍ରୀଜଗନ୍ନାଥଙ୍କ ନିକଟରେ ପ୍ରାର୍ଥନା, ତୁମ ଜୀବନ ସୁଖମୟ ହେଉ। ଶୁଭେଚ୍ଛାରେ: ବାପା-ଶ୍ରୀକାନ୍ତ ବାଙ୍କ, ମା-ସବିତା, ବନ୍ଧୁ ଓ ପରିବାରବର୍ଗ।: [581, 590, 741, 653]
- ad-realestate: Own gharabari plot with compound wall near Phulnakhara, Cuttack. 7381982905, 8455891083. D-60656: [6, 1404, 186, 1495]
- story-para: ଭୁବନେଶ୍ୱର ପୌରନିଗମ ଅଞ୍ଚଳରେ ଏହି ପ୍ରକଳ୍ପ ଆରମ୍ଭ ହେବ। ବିଜିନ ପ୍ରକାରର ସଂସ୍କାର ଯଥା ଟ୍ରେଡ୍ ଲାଇସେନ୍ସ, ଜନ୍ମ ଓ ମୃତ୍ୟୁ ପଞ୍ଜୀକରଣ ଭଳି ସେବାକୁ ଅନଲାଇନ କରାଯାଇଛି। ଏହି କାର୍ଯ୍ୟକୁ ସାମଗ୍ରିକ ଭାବେ ଆହୁରି ସୁଦୃଢ଼ କରିବା ପାଇଁ ବିଭାଗ ପକ୍ଷରୁ ନିର୍ଦ୍ଦେଶ ଦିଆଯାଇଛି। ସ୍ମାର୍ଟସିଟି ଅଧୀନରେ ପୁରୁଣା ଭୁବନେଶ୍ୱର ଅଞ୍ଚଳରେ ଐତିହ୍ୟ ସଂରକ୍ଷଣ କାର୍ଯ୍ୟ ଚାଲିଛି। ଏହି ଅଞ୍ଚଳର ବିକାଶ ପାଇଁ ନିର୍ଦ୍ଦିଷ୍ଟ ସମୟସୀମା ଧାର୍ଯ୍ୟ କରାଯାଇଛି। ପ୍ରକଳ୍ପ ସମ୍ପୂର୍ଣ୍ଣ ହେବା ପରେ ଭୁବନେଶ୍ୱର ଦେଶର ଅନ୍ୟତମ ଆଧୁନିକ ସହର ଭାବେ ପରିଚିତ ହେବ ବୋଲି ଆଶା କରାଯାଉଛି। ଏଥିପାଇଁ କେନ୍ଦ୍ର ଓ ରାଜ୍ୟ ସରକାର ମିଳିତ ଭାବେ ଅର୍ଥ ବ୍ୟୟ କରିବେ।: [860, 1157, 1140, 1365]
- panjika-text: ଆଜି ଚୈତ୍ର କୃଷ୍ଣପକ୍ଷ ସୁଭି ଚତୁର୍ଦ୍ଦଶୀ ଶୁକ୍ରବାର, ମାର୍ଚ୍ଚ ୧୬ ତାରିଖ, ରାଷ୍ଟ୍ରୀୟ ଦିନଗତ ଚୈତ୍ର ବିଜୟ, ରାଶିନକ୍ଷତ୍ର-ଶତଭିଷା/କୁମ୍ଭ, ଚତୁର୍ଦ୍ଦଶୀ ସନ୍ଧ୍ୟା ୬.୫୯ ମିନିଟ୍ ଯାଏ, ଅମୃତ ଯୋଗ ଦିବା ଘ ୭।୪୬ ମି, ଘ ୧୨।୩୭ ମି ରୁ ଘ ୨।୧୫ ମି ମଧ୍ୟରେ। ମହେନ୍ଦ୍ରଯୋଗ ରାତ୍ରି ଘ ୮।୧୪ ମି ରୁ ଘ ୧୦।୪୫ ମି ମଧ୍ୟରେ ଶୁଭ ଅଟେ।: [1148, 2069, 1490, 2147]
- story2-para: ସରକାରୀ କଲେଜ ଗୁଡ଼ିକର ଆଧୁନିକୀକରଣ ଓ ଗୁଣାତ୍ମକ ଶିକ୍ଷାର ମାନ ବୃଦ୍ଧି କରିବା ପାଇଁ ଏହି ଅର୍ଥ ମଞ୍ଜୁର କରାଯାଇଛି। ଉଚ୍ଚଶିକ୍ଷା ବିଭାଗ ପକ୍ଷରୁ ୭ କୋଟି ଟଙ୍କା ମଞ୍ଜୁର ହୋଇଛି। ୨୦୧୭-୧୮ ବର୍ଷ ପାଇଁ ଏହି ଅର୍ଥ ପ୍ରଦାନ କରାଯାଉଛି।: [380, 939, 626, 1025]
- category-astrology: [388, 430, 568, 592]
- zodiac-sign: [1148, 1912, 1490, 2062]
- ad-code: D-4954: [523, 2141, 562, 2153]
- zodiac-sign: [1148, 696, 1490, 846]
- obituary-card: [196, 1842, 376, 2297]
- zodiac-name: ମକର: [1148, 1612, 1234, 1638]
- birthday-name: ସାଇ ଶିବମ୍ ମହାନ୍ତି: [581, 275, 741, 292]
- story-para: ହିନ୍ଦୁସ୍ତାନ ପେଟ୍ରୋଲିୟମ ଏବଂ ଭାରତ ପେଟ୍ରୋଲିୟମ ଭଳି କମ୍ପାନୀ ରାଜ୍ୟକୁ କିରୋସିନ ଯୋଗାଇ ଦେଉଛନ୍ତି। ଗତ ୪ ମାସ ମଧ୍ୟରେ ୫୭ ହଜାର ୦୦ କିଲୋଲିଟର ଅର୍ଥାତ୍ କୋଟି ୫୮ ଲକ୍ଷ ଲିଟର କିରୋସିନ ଯୋଗାଇ ଦିଆଯାଇଛି। ସେଥିରୁ ୬୭୮୬୯.୫ ହଜାର ଲିଟର କିରୋସିନ କମ୍ପାନୀକୁ ଫେରାଇ ଦିଆଯାଇଛି। ଫେରି ଯାଉଥିବା ଖାଦ୍ୟ ଯୋଗାଣ ଓ ଖାଉଟି କଲ୍ୟାଣ ବିଭାଗର ତଥ୍ୟରୁ ଜଣାପଡ଼ିଛି। ରାଜ୍ୟରେ ରାସନ କାର୍ଡଧାରୀଙ୍କ ସଂଖ୍ୟା ହ୍ରାସ ପାଇବା ସହ ଉଜ୍ଜ୍ୱଳା ଯୋଜନାରେ ଗ୍ୟାସ ସଂଯୋଗ ବୃଦ୍ଧି ପାଇବା ଯୋଗୁଁ କିରୋସିନ ଚାହିଦା କମିଛି। ଏବେ ଫେବୃଆରୀ ୨୦୧୭ ଠାରୁ ଅକ୍ଟୋବର ମାସ ଯାଏ ୩୫ ହଜାର କିଲୋଲିଟର କିରୋସିନ ଫେରି ଯାଇଥିବା ବେଳେ ଚଳିତ ବର୍ଷ ଅଧିକ ପରିମାଣର କିରୋସିନ ଫେରିବ ବୋଲି ଆକଳନ କରାଯାଉଛି।: [578, 1182, 846, 1425]
- front-page-col2: [860, 1156, 1140, 1826]
